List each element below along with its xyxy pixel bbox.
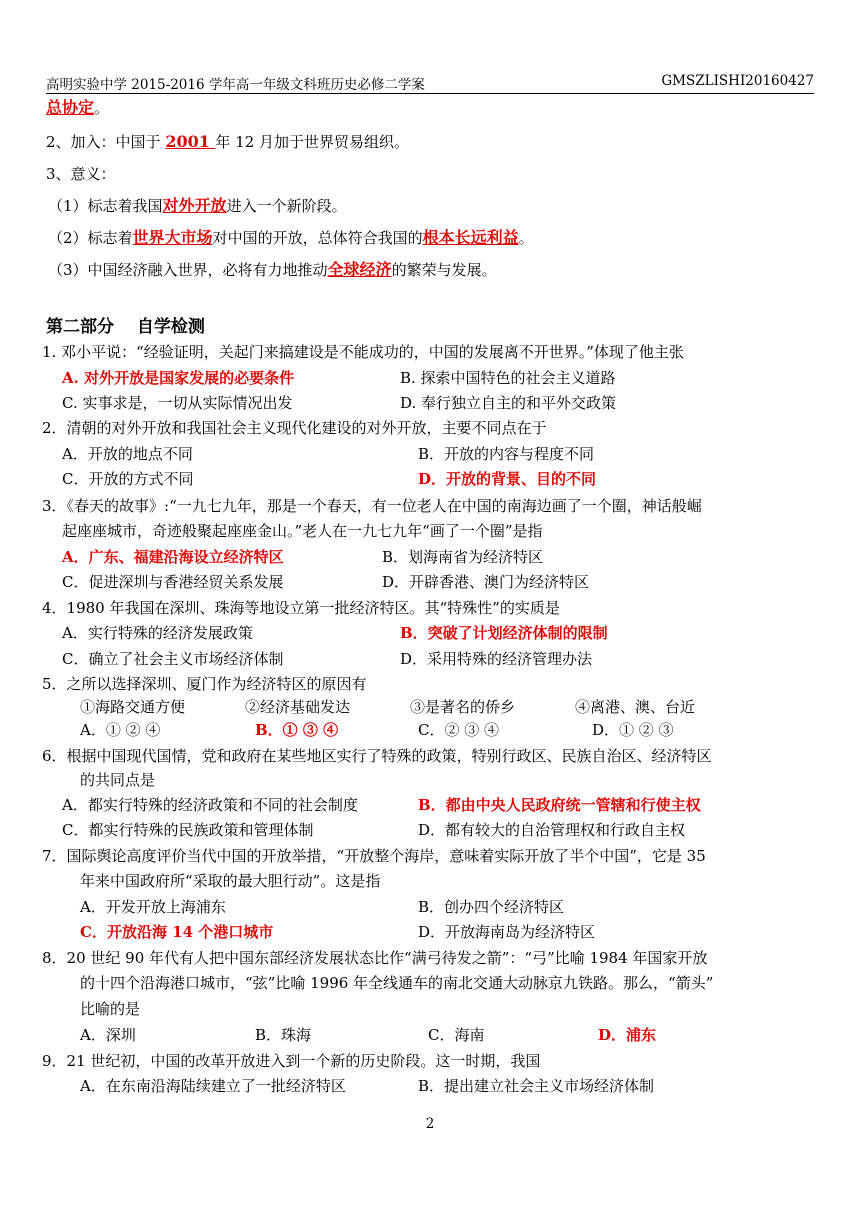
q5-item-4: ④离港、澳、台近: [575, 698, 696, 716]
q5-option-b: B．① ③ ④: [255, 721, 339, 739]
q3-option-d: D．开辟香港、澳门为经济特区: [382, 573, 590, 591]
header-code: GMSZLISHI20160427: [661, 73, 814, 89]
q7-option-a: A．开发开放上海浦东: [80, 898, 226, 916]
continuation-line: 总协定。: [46, 98, 110, 117]
q6-option-a: A．都实行特殊的经济政策和不同的社会制度: [62, 796, 358, 814]
q8-option-a: A．深圳: [80, 1026, 136, 1044]
q2-option-c: C．开放的方式不同: [62, 470, 194, 488]
question-3-stem: 3．《春天的故事》:“一九七九年，那是一个春天，有一位老人在中国的南海边画了一个圈，神话般崛: [42, 497, 702, 515]
q4-option-b: B．突破了计划经济体制的限制: [400, 624, 608, 642]
q5-option-a: A．① ② ④: [80, 721, 161, 739]
q3-option-a: A．广东、福建沿海设立经济特区: [62, 548, 284, 566]
q5-option-d: D．① ② ③: [592, 721, 674, 739]
q9-option-b: B．提出建立社会主义市场经济体制: [418, 1077, 655, 1095]
meaning-1: （1）标志着我国对外开放进入一个新阶段。: [48, 196, 347, 215]
q9-option-a: A．在东南沿海陆续建立了一批经济特区: [80, 1077, 346, 1095]
question-8-stem-cont-2: 比喻的是: [80, 1000, 141, 1018]
q5-item-1: ①海路交通方便: [80, 698, 186, 716]
q6-option-d: D．都有较大的自治管理权和行政自主权: [418, 821, 686, 839]
question-2-stem: 2．清朝的对外开放和我国社会主义现代化建设的对外开放，主要不同点在于: [42, 419, 547, 437]
q8-option-d: D．浦东: [598, 1026, 657, 1044]
q3-option-c: C．促进深圳与香港经贸关系发展: [62, 573, 284, 591]
page-number: 2: [425, 1116, 435, 1132]
question-8-stem: 8．20 世纪 90 年代有人把中国东部经济发展状态比作“满弓待发之箭”：“弓”比喻 1984 年国家开放: [42, 949, 708, 967]
q6-option-c: C．都实行特殊的民族政策和管理体制: [62, 821, 314, 839]
meaning-heading: 3、意义：: [46, 165, 116, 183]
answer-highlight: 2001: [165, 132, 216, 151]
q1-option-a: A. 对外开放是国家发展的必要条件: [62, 369, 295, 387]
q4-option-a: A．实行特殊的经济发展政策: [62, 624, 253, 642]
q3-option-b: B．划海南省为经济特区: [382, 548, 544, 566]
q2-option-b: B．开放的内容与程度不同: [418, 445, 595, 463]
question-7-stem: 7．国际舆论高度评价当代中国的开放举措，“开放整个海岸，意味着实际开放了半个中国”，它是 35: [42, 847, 706, 865]
answer-highlight: 全球经济: [327, 260, 392, 279]
q5-item-3: ③是著名的侨乡: [410, 698, 516, 716]
question-4-stem: 4．1980 年我国在深圳、珠海等地设立第一批经济特区。其“特殊性”的实质是: [42, 599, 560, 617]
q7-option-b: B．创办四个经济特区: [418, 898, 565, 916]
answer-highlight: 对外开放: [162, 196, 227, 215]
question-8-stem-cont-1: 的十四个沿海港口城市，“弦”比喻 1996 年全线通车的南北交通大动脉京九铁路。那么，“箭头”: [80, 974, 714, 992]
q6-option-b: B．都由中央人民政府统一管辖和行使主权: [418, 796, 701, 814]
question-6-stem: 6．根据中国现代国情，党和政府在某些地区实行了特殊的政策，特别行政区、民族自治区、经济特区: [42, 747, 712, 765]
q5-item-2: ②经济基础发达: [245, 698, 351, 716]
q8-option-b: B．珠海: [255, 1026, 312, 1044]
section-title: 第二部分 自学检测: [46, 317, 205, 337]
question-7-stem-cont: 年来中国政府所“采取的最大胆行动”。这是指: [80, 872, 381, 890]
q2-option-d: D．开放的背景、目的不同: [418, 470, 597, 488]
q4-option-c: C．确立了社会主义市场经济体制: [62, 650, 284, 668]
q1-option-d: D. 奉行独立自主的和平外交政策: [400, 394, 617, 412]
answer-highlight: 世界大市场: [132, 228, 213, 247]
q1-option-c: C. 实事求是，一切从实际情况出发: [62, 394, 293, 412]
answer-highlight: 总协定: [46, 98, 95, 117]
header-title: 高明实验中学 2015-2016 学年高一年级文科班历史必修二学案: [46, 77, 425, 93]
question-6-stem-cont: 的共同点是: [80, 771, 156, 789]
answer-highlight: 根本长远利益: [422, 228, 519, 247]
q5-option-c: C．② ③ ④: [418, 721, 500, 739]
meaning-3: （3）中国经济融入世界，必将有力地推动全球经济的繁荣与发展。: [48, 260, 497, 279]
question-5-stem: 5．之所以选择深圳、厦门作为经济特区的原因有: [42, 675, 367, 693]
q7-option-c: C．开放沿海 14 个港口城市: [80, 923, 274, 941]
meaning-2: （2）标志着世界大市场对中国的开放，总体符合我国的根本长远利益。: [48, 228, 534, 247]
q2-option-a: A．开放的地点不同: [62, 445, 193, 463]
join-line: 2、加入：中国于 2001 年 12 月加于世界贸易组织。: [46, 132, 410, 151]
q4-option-d: D．采用特殊的经济管理办法: [400, 650, 593, 668]
q8-option-c: C．海南: [428, 1026, 485, 1044]
question-1-stem: 1. 邓小平说：“经验证明，关起门来搞建设是不能成功的，中国的发展离不开世界。”体现了他主张: [42, 343, 684, 361]
question-9-stem: 9．21 世纪初，中国的改革开放进入到一个新的历史阶段。这一时期，我国: [42, 1052, 541, 1070]
page-header: [46, 73, 814, 94]
q7-option-d: D．开放海南岛为经济特区: [418, 923, 596, 941]
question-3-stem-cont: 起座座城市，奇迹般聚起座座金山。”老人在一九七九年“画了一个圈”是指: [62, 522, 543, 540]
q1-option-b: B. 探索中国特色的社会主义道路: [400, 369, 616, 387]
